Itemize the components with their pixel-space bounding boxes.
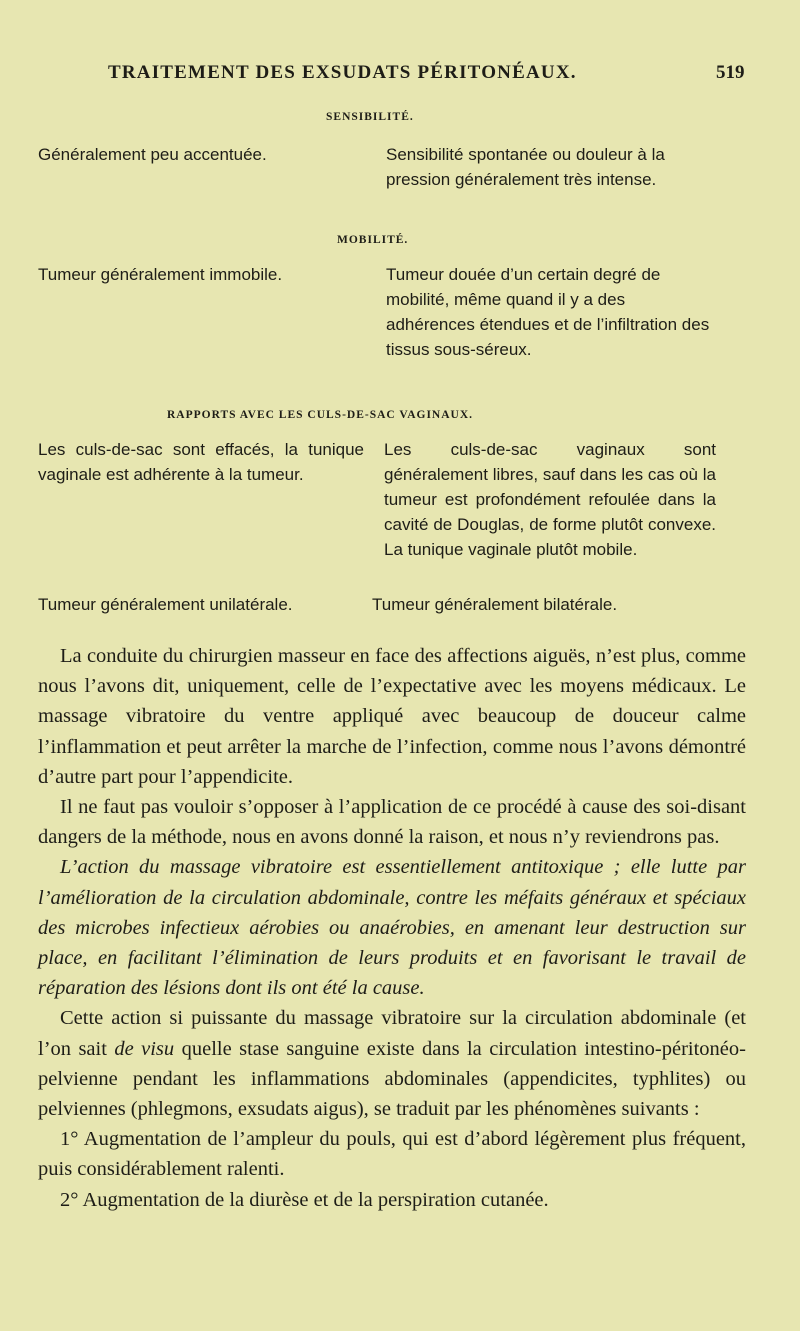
paragraph-6: 2° Augmentation de la diurèse et de la perspiration cutanée.: [60, 1188, 549, 1211]
mobilite-right-text: Tumeur douée d’un certain degré de mobilité, même quand il y a des adhérences étendues et de l’infiltration des tissus sous-séreux.: [386, 265, 710, 359]
paragraph-4-part-b: quelle stase sanguine existe dans la circulation intestino-péritonéo-pelvienne pendant les inflammations abdominales (appendicites, typhlites) ou pelviennes (phlegmons, exsudats aigus), se traduit par les phénomènes suivants :: [38, 1037, 746, 1121]
page-number: 519: [716, 62, 745, 83]
mobilite-left-text: Tumeur généralement immobile.: [38, 265, 283, 284]
paragraph-5: 1° Augmentation de l’ampleur du pouls, qui est d’abord légèrement plus fréquent, puis considérablement ralenti.: [38, 1128, 746, 1181]
paragraph-3: L’action du massage vibratoire est essentiellement antitoxique ; elle lutte par l’amélioration de la circulation abdominale, contre les méfaits généraux et spéciaux des microbes infectieux aérobies ou anaérobies, en amenant leur destruction sur place, en facilitant l’élimination de leurs produits et en favorisant le travail de réparation des lésions dont ils ont été la cause.: [38, 856, 746, 1000]
rapports-right-text-2: Tumeur généralement bilatérale.: [372, 595, 618, 614]
running-title: TRAITEMENT DES EXSUDATS PÉRITONÉAUX.: [108, 62, 577, 83]
section-heading-sensibilite: SENSIBILITÉ.: [326, 111, 414, 123]
rapports-left-text-2: Tumeur généralement unilatérale.: [38, 595, 293, 614]
sensibilite-left-text: Généralement peu accentuée.: [38, 145, 267, 164]
body-text: [38, 641, 746, 1215]
section-heading-mobilite: MOBILITÉ.: [337, 234, 409, 246]
running-head: [0, 62, 800, 90]
paragraph-4: [38, 1003, 746, 1124]
paragraph-2: Il ne faut pas vouloir s’opposer à l’application de ce procédé à cause des soi-disant dangers de la méthode, nous en avons donné la raison, et nous n’y reviendrons pas.: [38, 796, 746, 849]
rapports-right-text: Les culs-de-sac vaginaux sont généralement libres, sauf dans les cas où la tumeur est profondément refoulée dans la cavité de Douglas, de forme plutôt convexe. La tunique vaginale plutôt mobile.: [384, 440, 716, 559]
paragraph-1: La conduite du chirurgien masseur en face des affections aiguës, n’est plus, comme nous l’avons dit, uniquement, celle de l’expectative avec les moyens médicaux. Le massage vibratoire du ventre appliqué avec beaucoup de douceur calme l’inflammation et peut arrêter la marche de l’infection, comme nous l’avons démontré d’autre part pour l’appendicite.: [38, 645, 746, 788]
section-heading-rapports: RAPPORTS AVEC LES CULS-DE-SAC VAGINAUX.: [167, 409, 474, 421]
paragraph-4-italic: de visu: [114, 1037, 175, 1060]
paragraph-4-part-a: Cette action si puissante du massage vibratoire sur la circulation abdominale (et l’on sait: [38, 1007, 746, 1060]
rapports-left-text: Les culs-de-sac sont effacés, la tunique vaginale est adhérente à la tumeur.: [38, 440, 364, 484]
sensibilite-right-text: Sensibilité spontanée ou douleur à la pression généralement très intense.: [386, 145, 665, 189]
